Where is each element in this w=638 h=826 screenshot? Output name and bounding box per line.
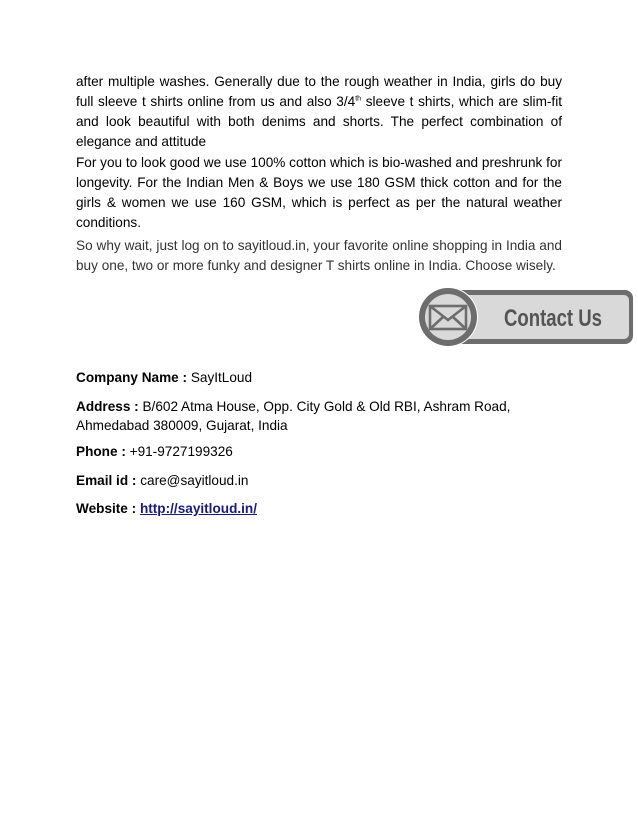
contact-us-label: Contact Us: [504, 305, 602, 332]
ordinal-superscript: th: [355, 95, 362, 103]
contact-us-graphic: [417, 286, 635, 348]
address-label: Address :: [76, 399, 143, 414]
company-name-label: Company Name :: [76, 370, 191, 385]
email-label: Email id :: [76, 473, 141, 488]
paragraph-1-text-b: sleeve t shirts, which are slim-fit and look beautiful with both denims and shorts. The perfect combination of elegance and attitude: [76, 94, 562, 149]
phone-label: Phone :: [76, 444, 130, 459]
email-value: care@sayitloud.in: [140, 473, 249, 488]
body-paragraph-1: [76, 72, 562, 152]
address-value: B/602 Atma House, Opp. City Gold & Old RBI, Ashram Road, Ahmedabad 380009, Gujarat, India: [76, 399, 511, 433]
address-line: [76, 397, 546, 435]
body-paragraph-2: For you to look good we use 100% cotton which is bio-washed and preshrunk for longevity. For the Indian Men & Boys we use 180 GSM thick cotton and for the girls & women we use 160 GSM, which is perfect as per the natural weather conditions.: [76, 155, 562, 230]
company-name-value: SayItLoud: [190, 370, 253, 385]
company-name-line: [76, 368, 546, 387]
paragraph-1-text-a: after multiple washes. Generally due to the rough weather in India, girls do buy full sleeve t shirts online from us and also 3/4: [76, 74, 562, 109]
website-line: [76, 499, 546, 518]
phone-value: +91-9727199326: [129, 444, 233, 459]
body-paragraph-3: So why wait, just log on to sayitloud.in, your favorite online shopping in India and buy one, two or more funky and designer T shirts online in India. Choose wisely.: [76, 238, 562, 273]
contact-us-banner[interactable]: [417, 286, 635, 348]
website-label: Website :: [76, 501, 140, 516]
email-line: [76, 471, 546, 490]
phone-line: [76, 442, 546, 461]
website-link[interactable]: http://sayitloud.in/: [139, 501, 258, 516]
